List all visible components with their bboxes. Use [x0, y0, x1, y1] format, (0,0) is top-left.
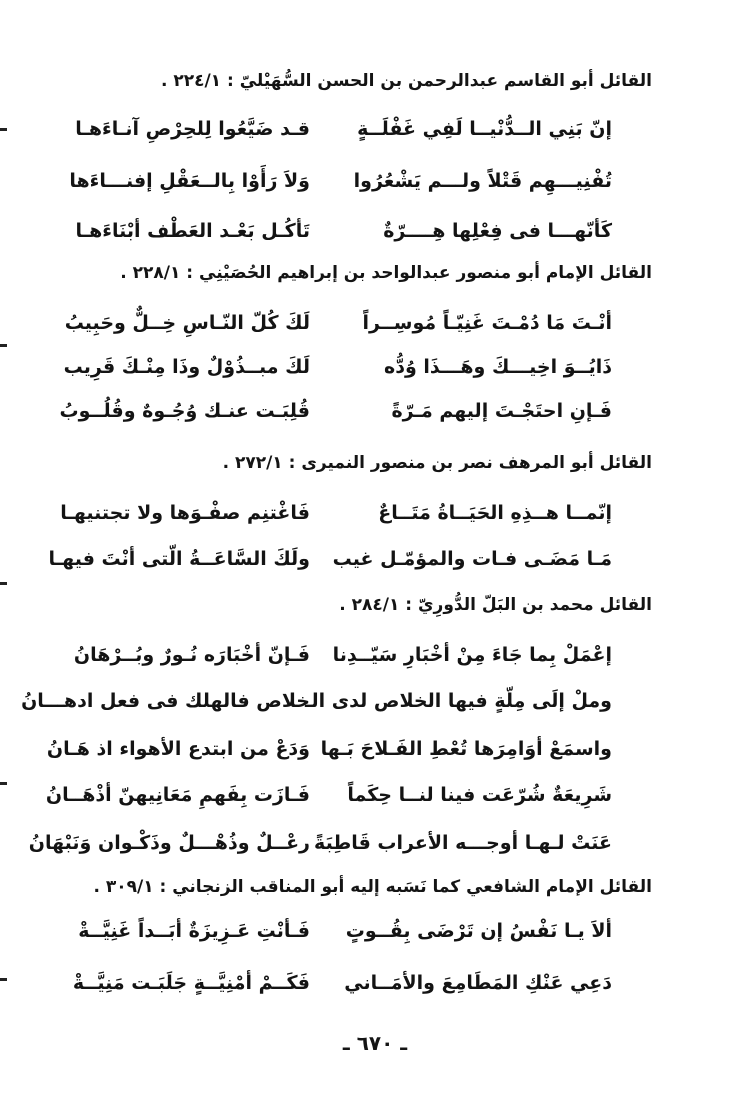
verse-first-hemistich: إعْمَلْ بِما جَاءَ مِنْ أخْبَارِ سَيّــدِنا [332, 644, 612, 666]
verse-second-hemistich: فَـأنْتِ عَـزِيزَةٌ أبَــداً غَنِيَّــةْ [78, 920, 310, 942]
verse-first-hemistich: ذَايُــوَ اخِيـــكَ وهَـــذَا وُدُّه [383, 356, 612, 378]
verse-second-hemistich: فَاغْتنِم صفْـوَها ولا تجتنيهـا [60, 502, 310, 524]
verse-first-hemistich: كَأنّهـــا فى فِعْلِها هِــــرّةٌ [383, 220, 612, 242]
verse-second-hemistich: قُلِبَـت عنـك وُجُـوهٌ وقُلُــوبُ [59, 400, 310, 422]
verse-second-hemistich: ولَكَ السَّاعَــةُ الّتى أنْتَ فيهـا [48, 548, 310, 570]
scan-edge-mark [0, 344, 7, 347]
section-heading: القائل الإمام أبو منصور عبدالواحد بن إبراهيم الحُصَيْنِي : ٢٢٨/١ . [120, 263, 652, 283]
verse-second-hemistich: تَأكُـل بَعْـد العَطْف أبْنَاءَهـا [75, 220, 310, 242]
verse-first-hemistich: واسمَعْ أوَامِرَها تُعْطِ الفَـلاحَ بَـها [320, 738, 612, 760]
section-heading: القائل أبو المرهف نصر بن منصور النميرى : ٢٧٢/١ . [222, 453, 652, 473]
scan-edge-mark [0, 128, 7, 131]
verse-first-hemistich: عَنَتْ لـهـا أوجـــه الأعراب قَاطِبَةً [314, 832, 612, 854]
page-number: ـ ٦٧٠ ـ [342, 1031, 408, 1055]
verse-second-hemistich: قـد ضَيَّعُوا لِلحِرْصِ آنـاءَهـا [75, 118, 310, 140]
verse-first-hemistich: أنْـتَ مَا دُمْـتَ غَنِيّـاً مُوسِــراً [362, 312, 612, 334]
verse-second-hemistich: لَكَ كُلّ النّـاسِ خِــلٌّ وحَبِيبُ [64, 312, 310, 334]
verse-first-hemistich: ألاَ يـا نَفْسُ إن تَرْضَى بِقُــوتٍ [345, 920, 612, 942]
section-heading: القائل الإمام الشافعي كما نَسَبه إليه أبو المناقب الزنجاني : ٣٠٩/١ . [93, 877, 652, 897]
verse-first-hemistich: إنّمــا هــذِهِ الحَيَــاةُ مَتَــاعٌ [378, 502, 612, 524]
section-heading: القائل أبو القاسم عبدالرحمن بن الحسن السُّهَيْليّ : ٢٢٤/١ . [160, 71, 652, 91]
verse-first-hemistich: شَرِيعَةٌ شُرّعَت فينا لنــا حِكَماً [347, 784, 612, 806]
verse-second-hemistich: فَـازَت بِفَهمِ مَعَانِيهنّ أذْهَــانُ [45, 784, 310, 806]
verse-second-hemistich: وَلاَ رَأَوْا بِالــعَقْلِ إفنـــاءَها [69, 170, 310, 192]
verse-first-hemistich: وملْ إلَى مِلّةٍ فيها الخلاص لدى الـ [305, 690, 612, 712]
section-heading: القائل محمد بن البَلّ الدُّورِيّ : ٢٨٤/١ . [339, 595, 652, 615]
verse-first-hemistich: مَـا مَضَـى فـات والمؤمّـل غيب [332, 548, 612, 570]
verse-second-hemistich: لَكَ مبــذُوْلٌ وذَا مِنْـكَ قَرِيب [63, 356, 310, 378]
verse-first-hemistich: إنّ بَنِي الــدُّنْيــا لَفِي غَفْلَــةٍ [357, 118, 612, 140]
scan-edge-mark [0, 978, 7, 981]
verse-second-hemistich: فَـإنّ أخْبَارَه نُـورٌ وبُــرْهَانُ [73, 644, 310, 666]
scan-edge-mark [0, 782, 7, 785]
verse-second-hemistich: وَدَعْ من ابتدع الأهواء اذ هَـانُ [46, 738, 310, 760]
scan-edge-mark [0, 582, 7, 585]
verse-first-hemistich: فَـإنِ احتَجْـتَ إليهم مَـرّةً [391, 400, 612, 422]
verse-first-hemistich: دَعِي عَنْكِ المَطَامِعَ والأمَــاني [344, 972, 612, 994]
verse-second-hemistich: خلاص فالهلك فى فعل ادهـــانُ [21, 690, 310, 712]
verse-first-hemistich: تُفْنِيـــهِم قَتْلاً ولـــم يَشْعُرُوا [353, 170, 612, 192]
verse-second-hemistich: فَكَــمْ أمْنِيَّــةٍ جَلَبَـت مَنِيَّــةْ [72, 972, 310, 994]
verse-second-hemistich: رعْــلٌ وذُهْـــلٌ وذَكْـوان وَنَبْهَانُ [28, 832, 310, 854]
